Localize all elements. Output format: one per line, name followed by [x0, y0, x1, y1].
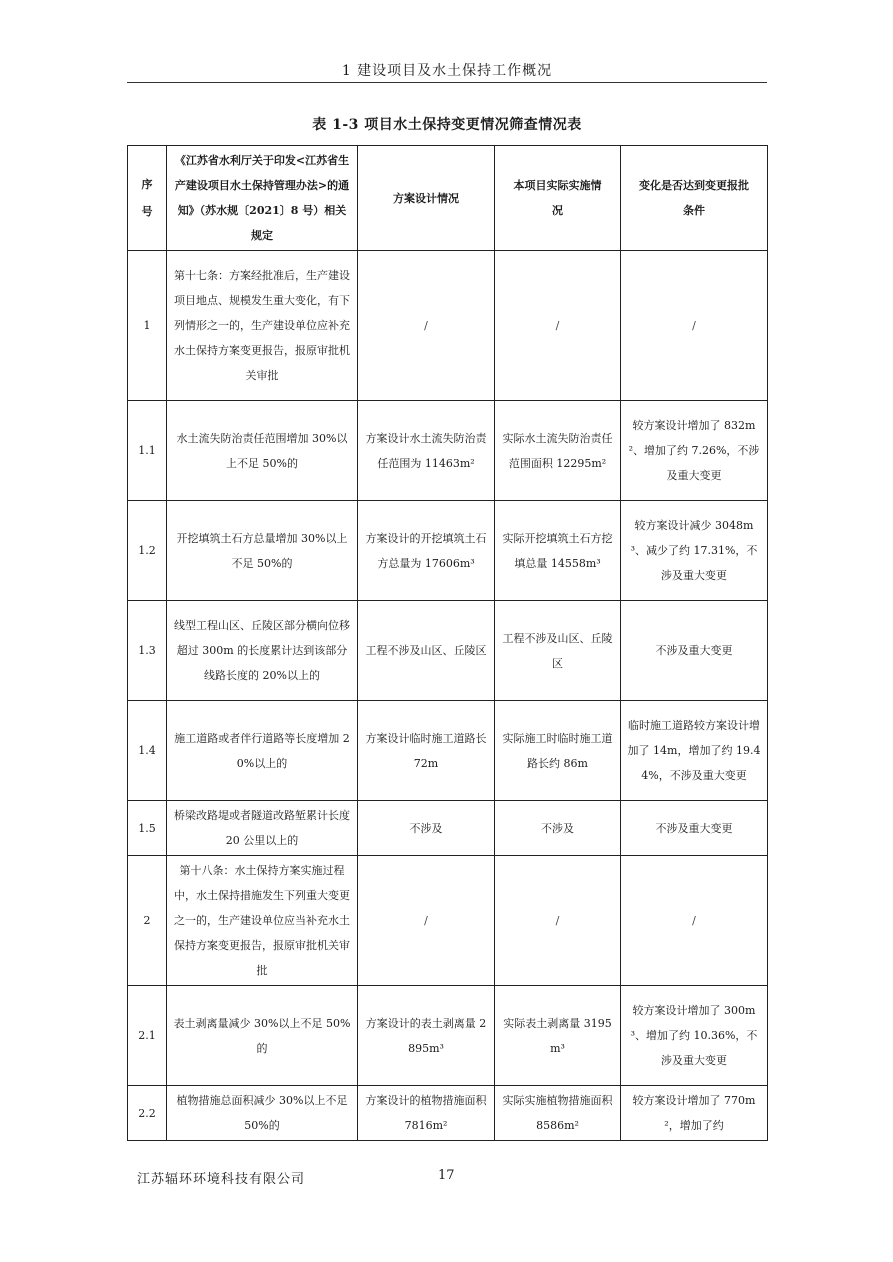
row-actual: /: [495, 251, 621, 401]
header-seq: 序号: [128, 146, 167, 251]
row-design: 工程不涉及山区、丘陵区: [358, 601, 495, 701]
row-design: 方案设计的开挖填筑土石方总量为 17606m³: [358, 501, 495, 601]
row-regulation: 施工道路或者伴行道路等长度增加 20%以上的: [167, 701, 358, 801]
row-number: 2.2: [128, 1086, 167, 1141]
row-actual: 不涉及: [495, 801, 621, 856]
row-design: /: [358, 856, 495, 986]
header-regulation: 《江苏省水利厅关于印发<江苏省生产建设项目水土保持管理办法>的通知》（苏水规〔2021〕8 号）相关规定: [167, 146, 358, 251]
row-design: 方案设计的植物措施面积 7816m²: [358, 1086, 495, 1141]
running-header: 1 建设项目及水土保持工作概况: [127, 60, 767, 83]
row-regulation: 第十七条：方案经批准后，生产建设项目地点、规模发生重大变化，有下列情形之一的，生产建设单位应补充水土保持方案变更报告，报原审批机关审批: [167, 251, 358, 401]
row-number: 2.1: [128, 986, 167, 1086]
table-row: [128, 701, 768, 801]
table-title: 表 1-3 项目水土保持变更情况筛查情况表: [312, 117, 582, 133]
row-number: 1.3: [128, 601, 167, 701]
row-result: 较方案设计增加了 832m²、增加了约 7.26%，不涉及重大变更: [621, 401, 768, 501]
row-result: 较方案设计增加了 770m²，增加了约: [621, 1086, 768, 1141]
table-row: [128, 801, 768, 856]
row-result: /: [621, 856, 768, 986]
header-actual: 本项目实际实施情况: [495, 146, 621, 251]
row-actual: 实际表土剥离量 3195m³: [495, 986, 621, 1086]
table-row: [128, 986, 768, 1086]
table-row: [128, 501, 768, 601]
row-number: 1: [128, 251, 167, 401]
footer-company-name: 江苏辐环环境科技有限公司: [137, 1172, 306, 1187]
header-design: 方案设计情况: [358, 146, 495, 251]
row-design: 方案设计的表土剥离量 2895m³: [358, 986, 495, 1086]
row-result: 较方案设计减少 3048m³、减少了约 17.31%，不涉及重大变更: [621, 501, 768, 601]
row-result: 不涉及重大变更: [621, 601, 768, 701]
table-row: [128, 251, 768, 401]
row-number: 1.5: [128, 801, 167, 856]
row-regulation: 线型工程山区、丘陵区部分横向位移超过 300m 的长度累计达到该部分线路长度的 20%以上的: [167, 601, 358, 701]
row-design: 不涉及: [358, 801, 495, 856]
row-result: 不涉及重大变更: [621, 801, 768, 856]
row-regulation: 水土流失防治责任范围增加 30%以上不足 50%的: [167, 401, 358, 501]
row-actual: /: [495, 856, 621, 986]
row-number: 1.1: [128, 401, 167, 501]
row-actual: 实际开挖填筑土石方挖填总量 14558m³: [495, 501, 621, 601]
row-actual: 工程不涉及山区、丘陵区: [495, 601, 621, 701]
row-result: /: [621, 251, 768, 401]
row-number: 2: [128, 856, 167, 986]
table-header-row: [128, 146, 768, 251]
row-design: 方案设计水土流失防治责任范围为 11463m²: [358, 401, 495, 501]
header-result: 变化是否达到变更报批条件: [621, 146, 768, 251]
table-row: [128, 601, 768, 701]
row-actual: 实际水土流失防治责任范围面积 12295m²: [495, 401, 621, 501]
table-row: [128, 1086, 768, 1141]
row-regulation: 桥梁改路堤或者隧道改路堑累计长度 20 公里以上的: [167, 801, 358, 856]
row-actual: 实际实施植物措施面积 8586m²: [495, 1086, 621, 1141]
row-regulation: 表土剥离量减少 30%以上不足 50%的: [167, 986, 358, 1086]
table-row: [128, 401, 768, 501]
row-regulation: 开挖填筑土石方总量增加 30%以上不足 50%的: [167, 501, 358, 601]
row-regulation: 第十八条：水土保持方案实施过程中，水土保持措施发生下列重大变更之一的，生产建设单位应当补充水土保持方案变更报告，报原审批机关审批: [167, 856, 358, 986]
row-regulation: 植物措施总面积减少 30%以上不足 50%的: [167, 1086, 358, 1141]
row-number: 1.4: [128, 701, 167, 801]
table-row: [128, 856, 768, 986]
row-number: 1.2: [128, 501, 167, 601]
change-screening-table: [127, 145, 768, 1141]
row-result: 较方案设计增加了 300m³、增加了约 10.36%，不涉及重大变更: [621, 986, 768, 1086]
page-number: 17: [438, 1168, 455, 1183]
row-design: 方案设计临时施工道路长 72m: [358, 701, 495, 801]
row-actual: 实际施工时临时施工道路长约 86m: [495, 701, 621, 801]
row-result: 临时施工道路较方案设计增加了 14m，增加了约 19.44%，不涉及重大变更: [621, 701, 768, 801]
row-design: /: [358, 251, 495, 401]
